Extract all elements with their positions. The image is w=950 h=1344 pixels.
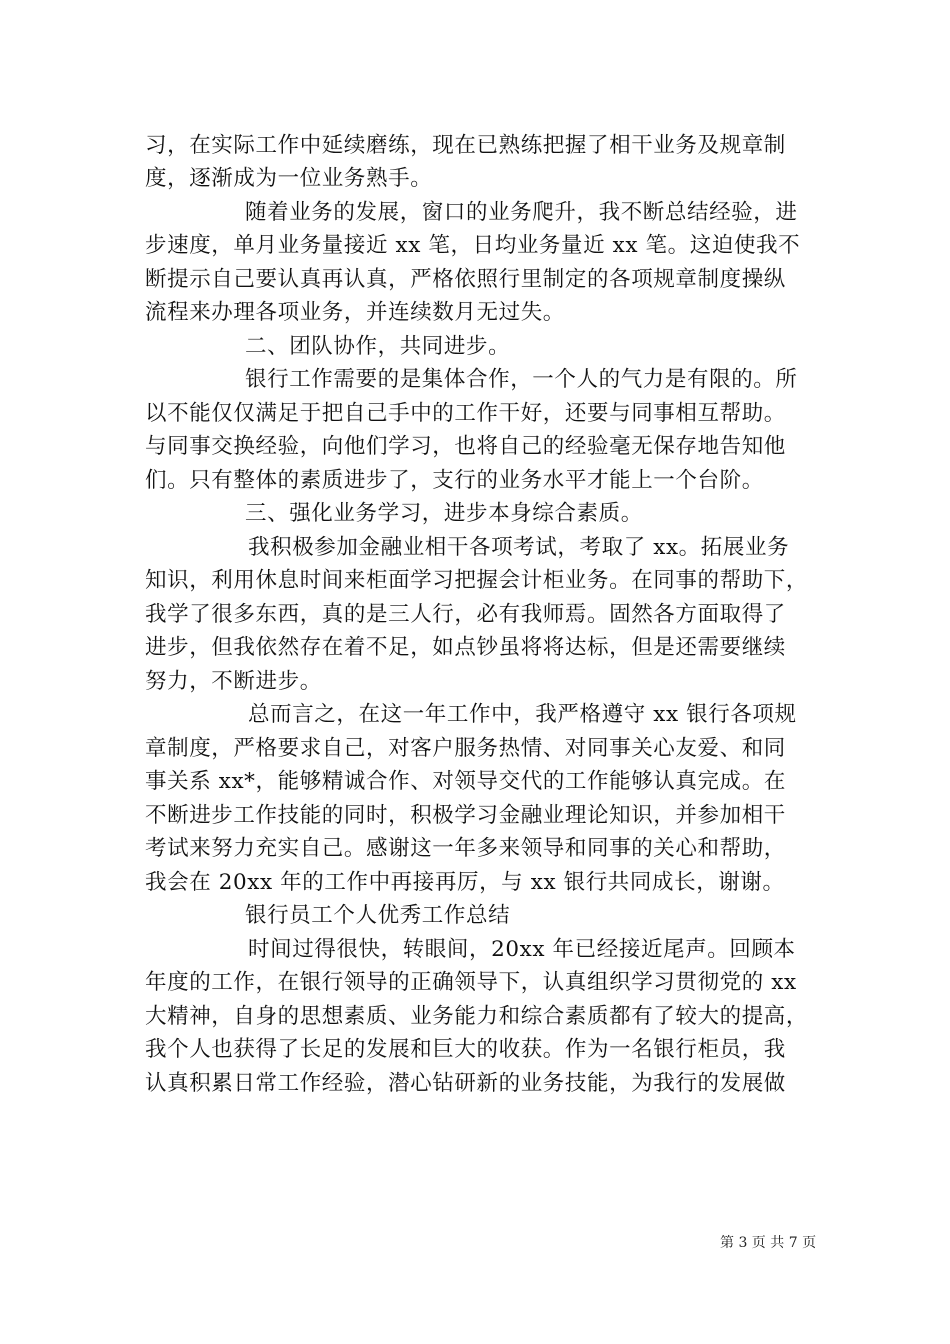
text-line: 事关系 xx*，能够精诚合作、对领导交代的工作能够认真完成。在 [145,769,786,794]
text-line: 流程来办理各项业务，并连续数月无过失。 [145,300,565,325]
text-line: 认真积累日常工作经验，潜心钻研新的业务技能，为我行的发展做 [145,1071,786,1096]
text-line: 我个人也获得了长足的发展和巨大的收获。作为一名银行柜员，我 [145,1037,786,1062]
text-line: 章制度，严格要求自己，对客户服务热情、对同事关心友爱、和同 [145,736,786,761]
text-line: 我会在 20xx 年的工作中再接再厉，与 xx 银行共同成长，谢谢。 [145,870,785,895]
text-line: 们。只有整体的素质进步了，支行的业务水平才能上一个台阶。 [145,468,764,493]
text-line: 总而言之，在这一年工作中，我严格遵守 xx 银行各项规 [248,702,797,727]
text-line: 大精神，自身的思想素质、业务能力和综合素质都有了较大的提高， [145,1004,809,1029]
text-line: 断提示自己要认真再认真，严格依照行里制定的各项规章制度操纵 [145,267,786,292]
section-heading: 二、团队协作，共同进步。 [245,334,511,359]
text-line: 努力，不断进步。 [145,669,322,694]
text-line: 随着业务的发展，窗口的业务爬升，我不断总结经验，进 [245,200,798,225]
page-number-footer: 第 3 页 共 7 页 [720,1235,817,1251]
text-line: 我积极参加金融业相干各项考试，考取了 xx。拓展业务 [248,535,790,560]
text-line: 进步，但我依然存在着不足，如点钞虽将将达标，但是还需要继续 [145,635,786,660]
text-line: 与同事交换经验，向他们学习，也将自己的经验毫无保存地告知他 [145,434,786,459]
text-line: 知识，利用休息时间来柜面学习把握会计柜业务。在同事的帮助下， [145,568,809,593]
text-line: 习，在实际工作中延续磨练，现在已熟练把握了相干业务及规章制 [145,133,786,158]
section-heading: 三、强化业务学习，进步本身综合素质。 [245,501,643,526]
text-line: 我学了很多东西，真的是三人行，必有我师焉。固然各方面取得了 [145,602,786,627]
text-line: 年度的工作，在银行领导的正确领导下，认真组织学习贯彻党的 xx [145,970,797,995]
text-line: 度，逐渐成为一位业务熟手。 [145,166,433,191]
text-line: 银行工作需要的是集体合作，一个人的气力是有限的。所 [245,367,798,392]
text-line: 时间过得很快，转眼间，20xx 年已经接近尾声。回顾本 [248,937,796,962]
text-line: 步速度，单月业务量接近 xx 笔，日均业务量近 xx 笔。这迫使我不 [145,233,801,258]
text-line: 以不能仅仅满足于把自己手中的工作干好，还要与同事相互帮助。 [145,401,786,426]
text-line: 不断进步工作技能的同时，积极学习金融业理论知识，并参加相干 [145,803,786,828]
text-line: 考试来努力充实自己。感谢这一年多来领导和同事的关心和帮助， [145,836,786,861]
document-subtitle: 银行员工个人优秀工作总结 [245,903,511,928]
